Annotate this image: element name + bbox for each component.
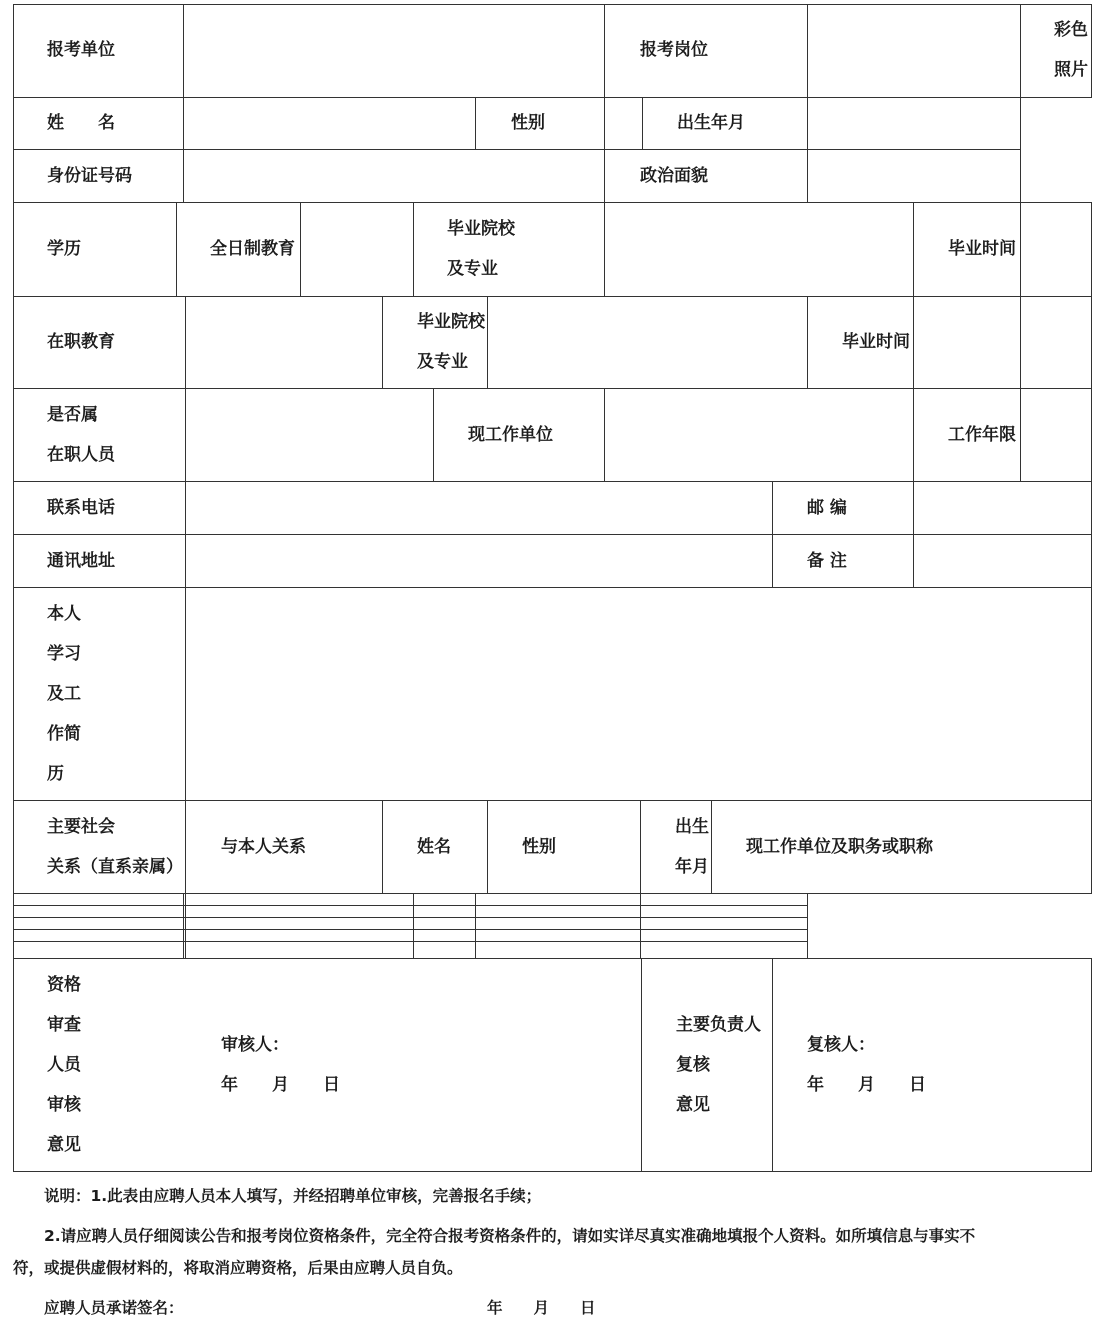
id-number-label: 身份证号码 (47, 166, 132, 186)
inservice-education-label: 在职教育 (47, 332, 115, 352)
lead-review-label-line: 主要负责人 (676, 1015, 761, 1035)
lead-review-label-line: 复核 (676, 1055, 710, 1075)
grad-time-field[interactable] (1023, 205, 1089, 294)
address-label: 通讯地址 (47, 551, 115, 571)
birth-label: 出生年月 (677, 113, 745, 133)
work-years-field[interactable] (1023, 391, 1089, 479)
grad-time-label: 毕业时间 (948, 239, 1016, 259)
phone-field[interactable] (188, 484, 770, 532)
phone-label: 联系电话 (47, 498, 115, 518)
grid-line (487, 296, 488, 388)
family-birth-header-line1: 出生 (675, 817, 709, 837)
inservice-school-major-label-line1: 毕业院校 (417, 312, 485, 332)
grid-line (13, 958, 1092, 959)
grid-line (176, 202, 177, 296)
lead-review-label-line: 意见 (676, 1095, 710, 1115)
grid-line (13, 1171, 1092, 1172)
photo-label-line1: 彩色 (1054, 20, 1088, 40)
grid-line (183, 893, 184, 958)
grid-line (1020, 4, 1021, 202)
note-1: 说明：1.此表由应聘人员本人填写，并经招聘单位审核，完善报名手续； (44, 1187, 542, 1205)
signature-label: 应聘人员承诺签名： (44, 1299, 184, 1317)
fulltime-education-field[interactable] (303, 205, 411, 294)
review-label-line: 人员 (47, 1055, 81, 1075)
grid-line (13, 388, 1092, 389)
grid-line (13, 4, 14, 1171)
grid-line (13, 481, 1092, 482)
education-label: 学历 (47, 239, 81, 259)
grid-line (413, 202, 414, 296)
grid-line (13, 941, 808, 942)
family-gender-header: 性别 (522, 837, 556, 857)
grid-line (807, 893, 808, 958)
current-unit-label: 现工作单位 (468, 425, 553, 445)
school-major-label-line2: 及专业 (447, 259, 498, 279)
grid-line (711, 800, 712, 893)
resume-label-line: 历 (47, 764, 64, 784)
inservice-grad-time-label: 毕业时间 (842, 332, 910, 352)
resume-label-line: 作简 (47, 724, 81, 744)
remark-field[interactable] (916, 537, 1089, 585)
grid-line (13, 905, 808, 906)
fulltime-education-label: 全日制教育 (210, 239, 295, 259)
grid-line (641, 958, 642, 1171)
grid-line (13, 149, 1021, 150)
grid-line (433, 388, 434, 481)
school-major-field[interactable] (607, 205, 911, 294)
grid-line (1091, 4, 1092, 97)
is-inservice-field[interactable] (188, 391, 431, 479)
grid-line (913, 481, 914, 587)
inservice-education-field[interactable] (188, 299, 380, 386)
grid-line (13, 97, 1092, 98)
apply-position-field[interactable] (810, 7, 1017, 95)
id-number-field[interactable] (186, 152, 601, 200)
review-label-line: 审核 (47, 1095, 81, 1115)
note-2-line1: 2.请应聘人员仔细阅读公告和报考岗位资格条件，完全符合报考资格条件的，请如实详尽真实准确地填报个人资料。如所填信息与事实不 (44, 1227, 976, 1245)
is-inservice-label-line1: 是否属 (47, 405, 98, 425)
resume-field[interactable] (188, 590, 1089, 798)
is-inservice-label-line2: 在职人员 (47, 445, 115, 465)
grid-line (13, 534, 1092, 535)
relation-header: 与本人关系 (221, 837, 306, 857)
grid-line (640, 893, 641, 958)
current-unit-field[interactable] (607, 391, 911, 479)
family-name-header: 姓名 (417, 837, 451, 857)
grid-line (13, 800, 1092, 801)
resume-label-line: 本人 (47, 604, 81, 624)
apply-position-label: 报考岗位 (640, 40, 708, 60)
review-label-line: 意见 (47, 1135, 81, 1155)
political-status-label: 政治面貌 (640, 166, 708, 186)
rechecker-date: 年 月 日 (807, 1075, 926, 1095)
remark-label: 备 注 (807, 551, 847, 571)
grid-line (413, 893, 414, 958)
grid-line (13, 202, 1092, 203)
grid-line (604, 388, 605, 481)
gender-field[interactable] (607, 100, 640, 147)
grid-line (807, 4, 808, 202)
resume-label-line: 学习 (47, 644, 81, 664)
grid-line (475, 97, 476, 149)
name-label: 姓 名 (47, 113, 115, 133)
address-field[interactable] (188, 537, 770, 585)
grid-line (475, 893, 476, 958)
grid-line (487, 800, 488, 893)
inservice-school-major-label-line2: 及专业 (417, 352, 468, 372)
grid-line (300, 202, 301, 296)
note-2-line2: 符，或提供虚假材料的，将取消应聘资格，后果由应聘人员自负。 (13, 1259, 463, 1277)
grid-line (183, 4, 184, 202)
postcode-label: 邮 编 (807, 498, 847, 518)
grid-line (772, 958, 773, 1171)
grid-line (640, 800, 641, 893)
grid-line (1091, 958, 1092, 1171)
grid-line (13, 917, 808, 918)
reviewer-label: 审核人： (221, 1035, 289, 1055)
grid-line (604, 4, 605, 296)
inservice-grad-time-field[interactable] (916, 299, 1018, 386)
grid-line (1091, 202, 1092, 894)
grid-line (13, 587, 1092, 588)
family-label-line1: 主要社会 (47, 817, 115, 837)
family-birth-header-line2: 年月 (675, 857, 709, 877)
grid-line (13, 296, 1092, 297)
work-years-label: 工作年限 (948, 425, 1016, 445)
grid-line (13, 4, 1021, 5)
rechecker-label: 复核人： (807, 1035, 875, 1055)
review-label-line: 审查 (47, 1015, 81, 1035)
reviewer-date: 年 月 日 (221, 1075, 340, 1095)
birth-field[interactable] (810, 100, 1017, 147)
family-label-line2: 关系（直系亲属） (47, 857, 183, 877)
signature-date: 年 月 日 (487, 1299, 596, 1317)
grid-line (1020, 202, 1021, 296)
grid-line (13, 893, 1092, 894)
political-status-field[interactable] (810, 152, 1017, 200)
grid-line (913, 202, 914, 481)
gender-label: 性别 (511, 113, 545, 133)
apply-unit-field[interactable] (186, 7, 601, 95)
name-field[interactable] (186, 100, 472, 147)
resume-label-line: 及工 (47, 684, 81, 704)
grid-line (382, 800, 383, 893)
inservice-school-major-field[interactable] (490, 299, 805, 386)
postcode-field[interactable] (916, 484, 1089, 532)
school-major-label-line1: 毕业院校 (447, 219, 515, 239)
grid-line (1021, 4, 1092, 5)
review-label-line: 资格 (47, 975, 81, 995)
grid-line (807, 296, 808, 388)
apply-unit-label: 报考单位 (47, 40, 115, 60)
grid-line (642, 97, 643, 149)
grid-line (1020, 296, 1021, 481)
photo-label-line2: 照片 (1054, 60, 1088, 80)
family-job-header: 现工作单位及职务或职称 (746, 837, 933, 857)
grid-line (382, 296, 383, 388)
grid-line (185, 296, 186, 958)
grid-line (13, 929, 808, 930)
grid-line (772, 481, 773, 587)
